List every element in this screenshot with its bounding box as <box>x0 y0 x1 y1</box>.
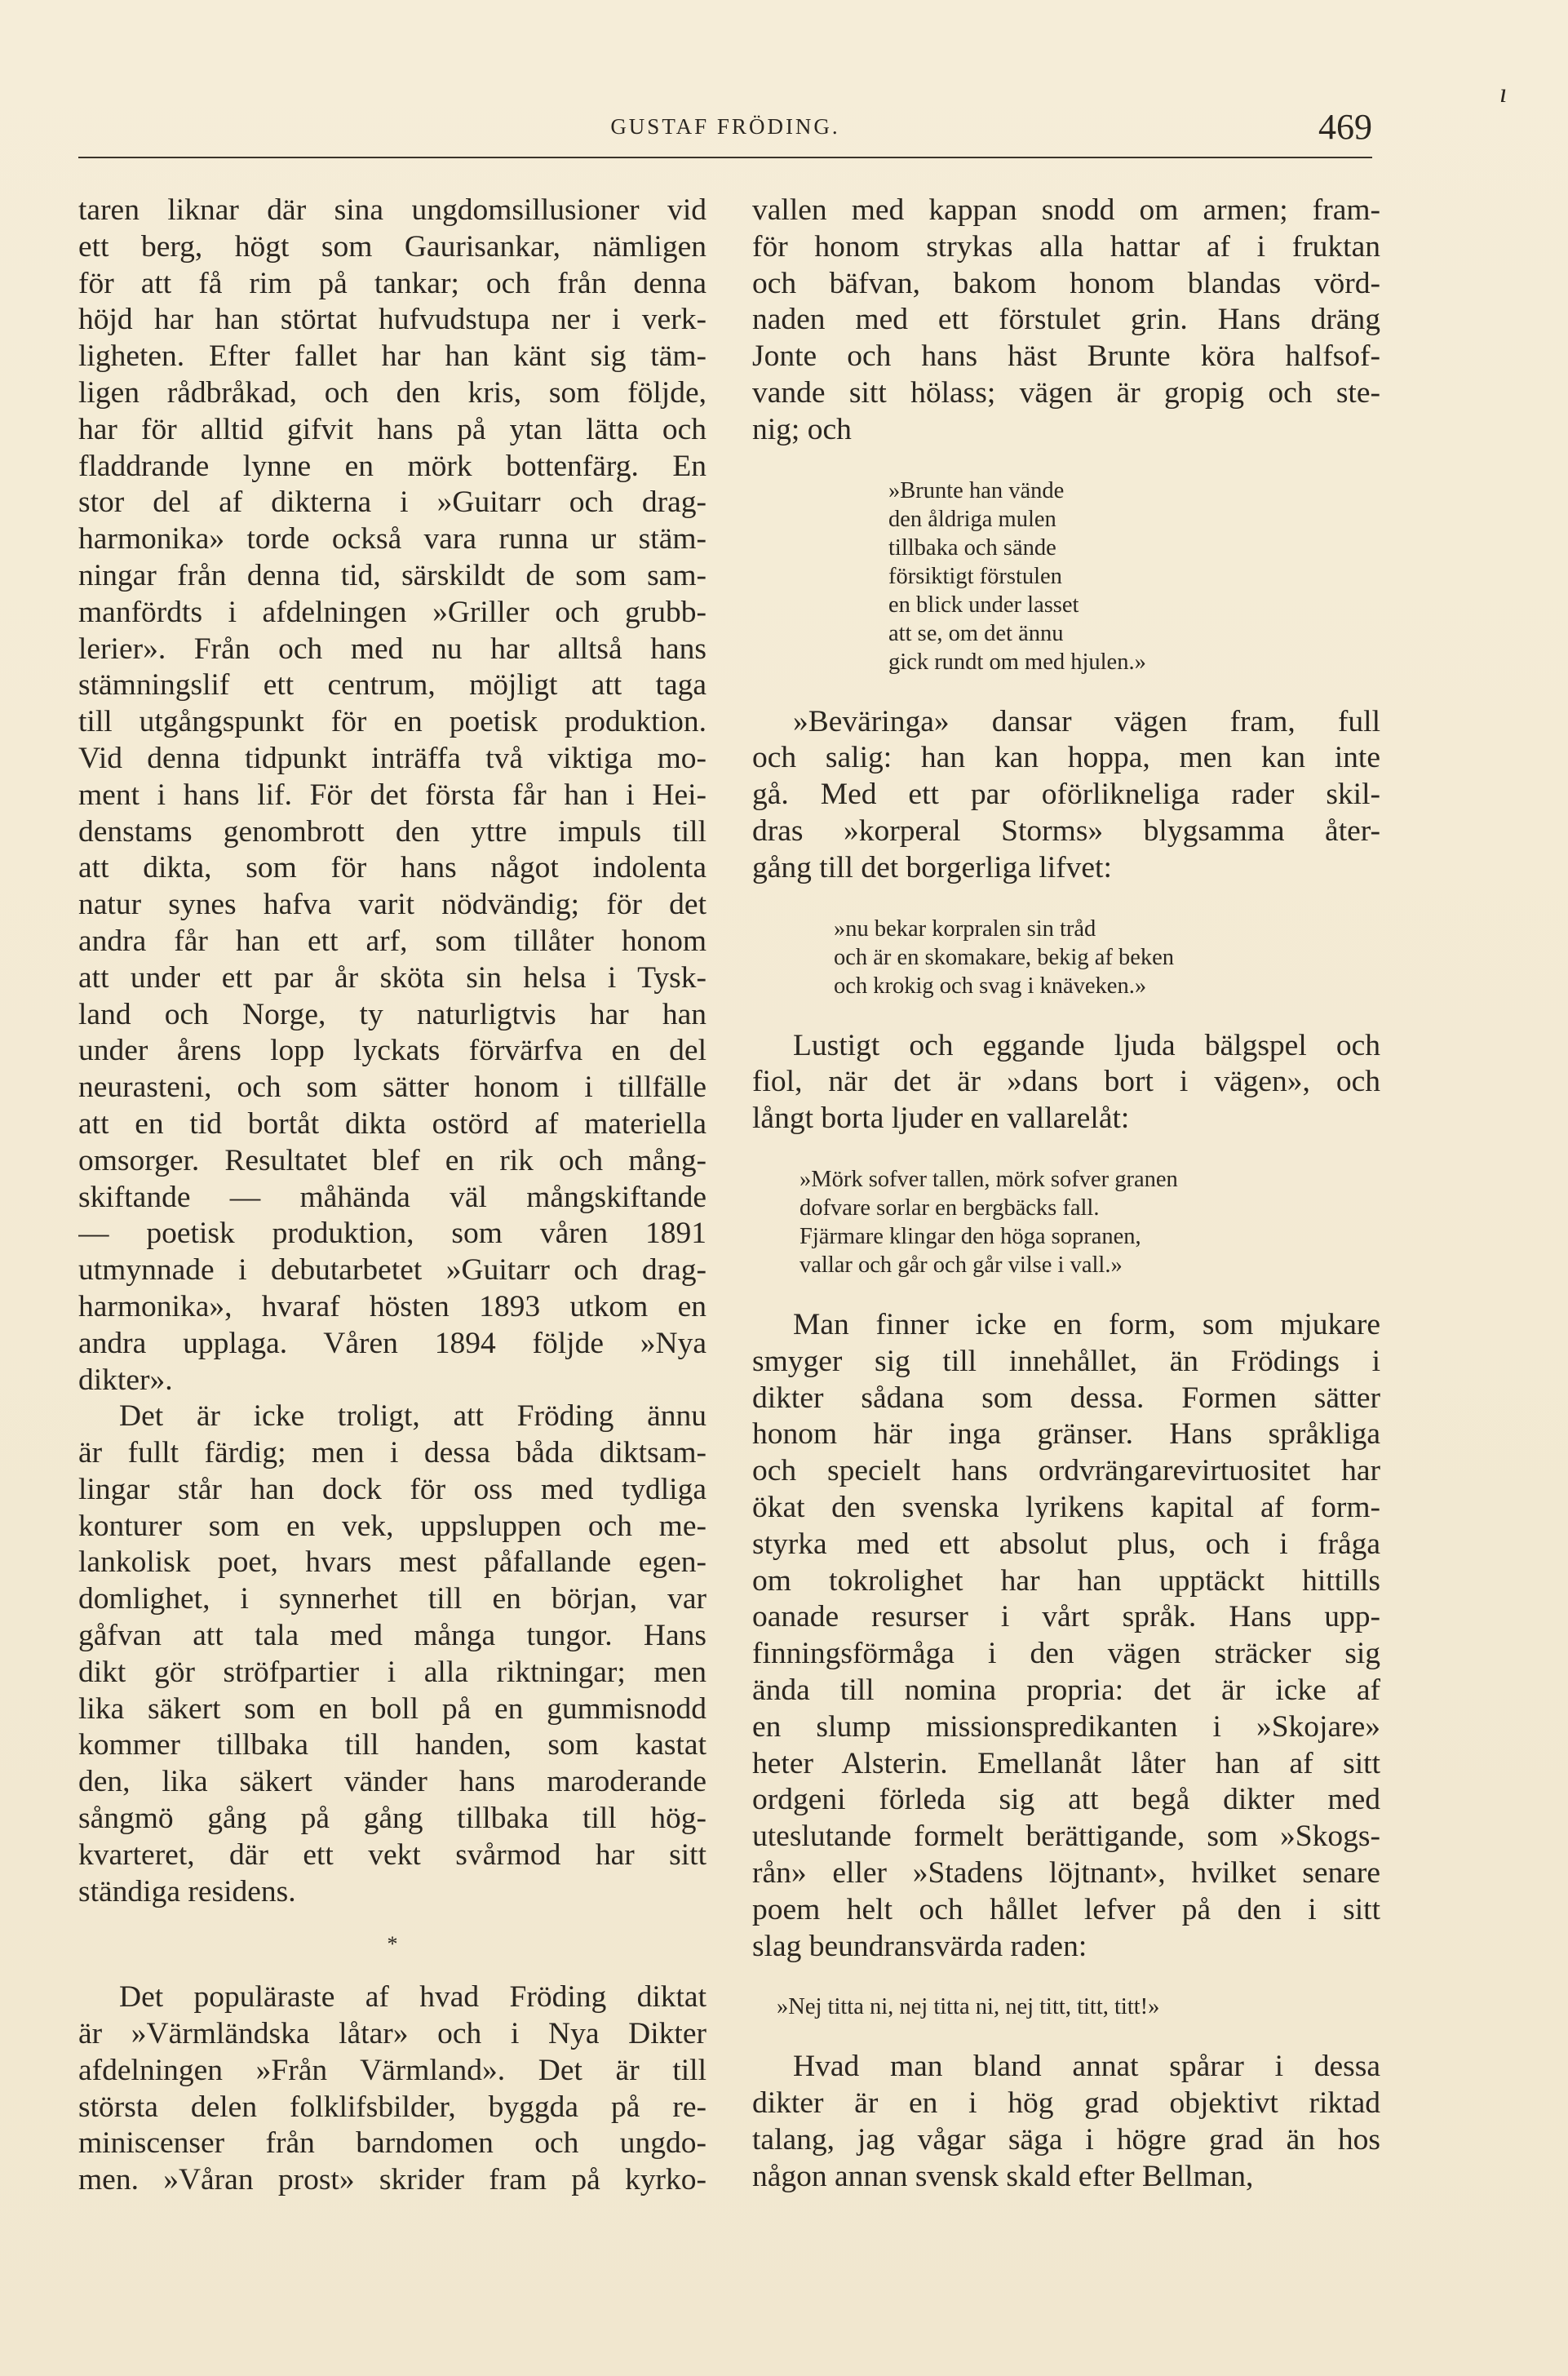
text-line: kommer tillbaka till handen, som kastat <box>78 1728 706 1762</box>
text-line: manfördts i afdelningen »Griller och grubb- <box>78 595 706 629</box>
right-column <box>752 193 1380 2195</box>
text-line: dikt gör ströfpartier i alla riktningar; men <box>78 1655 706 1689</box>
text-line: kvarteret, där ett vekt svårmod har sitt <box>78 1837 706 1872</box>
text-line: »Beväringa» dansar vägen fram, full <box>793 704 1380 738</box>
verse-quote <box>752 477 1380 676</box>
verse-line: dofvare sorlar en bergbäcks fall. <box>800 1195 1100 1221</box>
text-line: omsorger. Resultatet blef en rik och mång- <box>78 1143 706 1177</box>
verse-line: tillbaka och sände <box>888 534 1056 561</box>
verse-line: den åldriga mulen <box>888 506 1056 532</box>
text-line: land och Norge, ty naturligtvis har han <box>78 997 706 1031</box>
text-line: är fullt färdig; men i dessa båda diktsam- <box>78 1436 706 1470</box>
spacer <box>752 1000 1380 1028</box>
text-line: afdelningen »Från Värmland». Det är till <box>78 2053 706 2087</box>
text-line: styrka med ett absolut plus, och i fråga <box>752 1527 1380 1561</box>
text-line: och salig: han kan hoppa, men kan inte <box>752 741 1380 775</box>
text-line: miniscenser från barndomen och ungdo- <box>78 2126 706 2161</box>
text-line: lika säkert som en boll på en gummisnodd <box>78 1691 706 1726</box>
text-line: att en tid bortåt dikta ostörd af materiella <box>78 1106 706 1141</box>
verse-line: Fjärmare klingar den höga sopranen, <box>800 1223 1141 1249</box>
text-line: lankolisk poet, hvars mest påfallande egen- <box>78 1545 706 1580</box>
text-line: konturer som en vek, uppsluppen och me- <box>78 1509 706 1543</box>
text-line: andra upplaga. Våren 1894 följde »Nya <box>78 1326 706 1360</box>
left-column <box>78 193 706 2199</box>
page-number: 469 <box>1318 107 1372 147</box>
text-line: den, lika säkert vänder hans maroderande <box>78 1765 706 1799</box>
verse-line: »nu bekar korpralen sin tråd <box>834 915 1096 942</box>
text-line: vallen med kappan snodd om armen; fram- <box>752 193 1380 227</box>
text-line: slag beundransvärda raden: <box>752 1929 1087 1963</box>
spacer <box>752 1965 1380 1993</box>
text-line: smyger sig till innehållet, än Frödings i <box>752 1344 1380 1378</box>
text-line: dikter». <box>78 1363 173 1397</box>
verse-quote <box>752 1165 1380 1279</box>
text-line: är »Värmländska låtar» och i Nya Dikter <box>78 2017 706 2051</box>
paragraph <box>752 704 1380 887</box>
text-line: oanade resurser i vårt språk. Hans upp- <box>752 1600 1380 1634</box>
text-line: heter Alsterin. Emellanåt låter han af sitt <box>752 1746 1380 1780</box>
text-line: och bäfvan, bakom honom blandas vörd- <box>752 266 1380 300</box>
text-line: dikter är en i hög grad objektivt riktad <box>752 2086 1380 2121</box>
text-line: denstams genombrott den yttre impuls till <box>78 814 706 849</box>
text-line: nig; och <box>752 412 852 446</box>
paragraph <box>752 2049 1380 2195</box>
text-line: dras »korperal Storms» blygsamma åter- <box>752 813 1380 848</box>
text-line: andra får han ett arf, som tillåter honom <box>78 924 706 958</box>
spacer <box>752 887 1380 915</box>
text-line: gå. Med ett par oförlikneliga rader skil- <box>752 778 1380 812</box>
text-line: rån» eller »Stadens löjtnant», hvilket senare <box>752 1855 1380 1890</box>
text-line: gång till det borgerliga lifvet: <box>752 850 1112 884</box>
header-rule <box>78 157 1372 158</box>
text-line: att dikta, som för hans något indolenta <box>78 851 706 885</box>
text-line: naden med ett förstulet grin. Hans dräng <box>752 303 1380 337</box>
text-line: sångmö gång på gång tillbaka till hög- <box>78 1802 706 1836</box>
text-line: — poetisk produktion, som våren 1891 <box>78 1217 706 1251</box>
text-line: stor del af dikterna i »Guitarr och drag- <box>78 485 706 520</box>
text-line: ligheten. Efter fallet har han känt sig täm- <box>78 339 706 374</box>
page-header <box>78 106 1372 155</box>
text-line: ment i hans lif. För det första får han i Hei- <box>78 778 706 812</box>
running-head: GUSTAF FRÖDING. <box>610 114 840 139</box>
text-line: dikter sådana som dessa. Formen sätter <box>752 1381 1380 1415</box>
spacer <box>752 2021 1380 2049</box>
text-line: om tokrolighet har han upptäckt hittills <box>752 1563 1380 1598</box>
paragraph <box>752 193 1380 449</box>
text-line: har för alltid gifvit hans på ytan lätta och <box>78 412 706 446</box>
text-line: finningsförmåga i den vägen sträcker sig <box>752 1637 1380 1671</box>
text-line: stämningslif ett centrum, möjligt att taga <box>78 668 706 703</box>
text-line: att under ett par år sköta sin helsa i Tysk- <box>78 960 706 995</box>
verse-line: och är en skomakare, bekig af beken <box>834 944 1175 970</box>
paragraph <box>752 1307 1380 1965</box>
text-line: ett berg, högt som Gaurisankar, nämligen <box>78 229 706 264</box>
paragraph <box>752 1028 1380 1137</box>
verse-line: vallar och går och går vilse i vall.» <box>800 1252 1123 1278</box>
verse-line: försiktigt förstulen <box>888 563 1062 589</box>
text-line: harmonika», hvaraf hösten 1893 utkom en <box>78 1289 706 1323</box>
spacer <box>78 1910 706 1926</box>
text-line: ständiga residens. <box>78 1874 296 1908</box>
text-line: fladdrande lynne en mörk bottenfärg. En <box>78 449 706 483</box>
text-line: för att få rim på tankar; och från denna <box>78 266 706 300</box>
text-line: uteslutande formelt berättigande, som »Skogs- <box>752 1820 1380 1854</box>
text-line: ningar från denna tid, särskildt de som sam- <box>78 558 706 592</box>
spacer <box>752 1279 1380 1307</box>
text-line: talang, jag vågar säga i högre grad än hos <box>752 2122 1380 2157</box>
text-line: natur synes hafva varit nödvändig; för det <box>78 888 706 922</box>
text-line: långt borta ljuder en vallarelåt: <box>752 1102 1130 1136</box>
section-separator: * <box>387 1932 398 1957</box>
text-line: gåfvan att tala med många tungor. Hans <box>78 1619 706 1653</box>
text-line: en slump missionspredikanten i »Skojare» <box>752 1709 1380 1744</box>
verse-line: »Nej titta ni, nej titta ni, nej titt, titt, titt!» <box>777 1994 1160 2020</box>
verse-quote <box>752 1993 1380 2021</box>
text-line: Lustigt och eggande ljuda bälgspel och <box>793 1028 1380 1062</box>
verse-line: »Brunte han vände <box>888 477 1065 503</box>
spacer <box>752 449 1380 477</box>
text-line: domlighet, i synnerhet till en början, var <box>78 1582 706 1616</box>
text-line: höjd har han störtat hufvudstupa ner i verk- <box>78 303 706 337</box>
stray-mark: ı <box>1499 78 1508 109</box>
text-line: Det är icke troligt, att Fröding ännu <box>119 1399 706 1434</box>
verse-line: att se, om det ännu <box>888 620 1064 646</box>
text-line: Det populäraste af hvad Fröding diktat <box>119 1980 706 2015</box>
text-line: men. »Våran prost» skrider fram på kyrko- <box>78 2163 706 2197</box>
verse-quote <box>752 915 1380 1000</box>
spacer <box>752 1137 1380 1165</box>
text-line: Man finner icke en form, som mjukare <box>793 1307 1380 1341</box>
text-line: ända till nomina propria: det är icke af <box>752 1673 1380 1707</box>
text-line: under årens lopp lyckats förvärfva en del <box>78 1034 706 1068</box>
text-line: lingar står han dock för oss med tydliga <box>78 1472 706 1506</box>
text-line: och specielt hans ordvrängarevirtuositet har <box>752 1454 1380 1488</box>
text-line: ökat den svenska lyrikens kapital af form- <box>752 1490 1380 1524</box>
text-line: Hvad man bland annat spårar i dessa <box>793 2050 1380 2084</box>
text-line: vande sitt hölass; vägen är gropig och ste- <box>752 375 1380 410</box>
text-line: lerier». Från och med nu har alltså hans <box>78 632 706 666</box>
text-line: neurasteni, och som sätter honom i tillfälle <box>78 1071 706 1105</box>
text-line: taren liknar där sina ungdomsillusioner vid <box>78 193 706 227</box>
text-line: Jonte och hans häst Brunte köra halfsof- <box>752 339 1380 374</box>
text-line: ligen rådbråkad, och den kris, som följde, <box>78 375 706 410</box>
text-line: för honom strykas alla hattar af i fruktan <box>752 229 1380 264</box>
text-line: skiftande — måhända väl mångskiftande <box>78 1180 706 1214</box>
text-line: fiol, när det är »dans bort i vägen», och <box>752 1065 1380 1099</box>
text-line: Vid denna tidpunkt inträffa två viktiga mo- <box>78 741 706 775</box>
text-line: utmynnade i debutarbetet »Guitarr och drag- <box>78 1253 706 1288</box>
text-line: någon annan svensk skald efter Bellman, <box>752 2159 1254 2193</box>
verse-line: en blick under lasset <box>888 592 1079 618</box>
text-line: ordgeni förleda sig att begå dikter med <box>752 1783 1380 1817</box>
text-line: harmonika» torde också vara runna ur stäm- <box>78 522 706 556</box>
spacer <box>78 1963 706 1979</box>
text-line: största delen folklifsbilder, byggda på re- <box>78 2090 706 2124</box>
text-line: till utgångspunkt för en poetisk produktion. <box>78 705 706 739</box>
verse-line: och krokig och svag i knäveken.» <box>834 973 1147 999</box>
verse-line: »Mörk sofver tallen, mörk sofver granen <box>800 1166 1178 1192</box>
text-line: honom här inga gränser. Hans språkliga <box>752 1417 1380 1452</box>
spacer <box>752 676 1380 704</box>
verse-line: gick rundt om med hjulen.» <box>888 649 1146 675</box>
text-line: poem helt och hållet lefver på den i sitt <box>752 1892 1380 1926</box>
